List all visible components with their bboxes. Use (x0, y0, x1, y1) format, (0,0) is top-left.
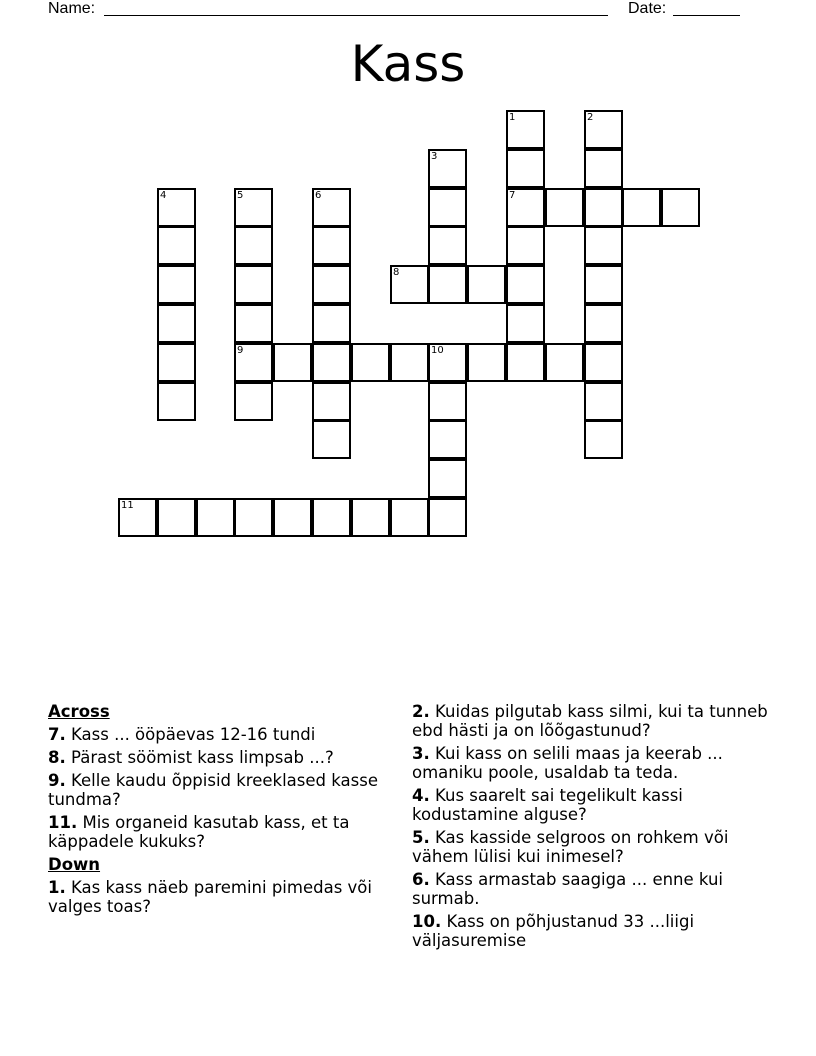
clue-down-3: 3. Kui kass on selili maas ja keerab ... omaniku poole, usaldab ta teda. (412, 744, 723, 782)
grid-cell[interactable] (622, 188, 661, 227)
down-heading: Down (48, 855, 101, 874)
grid-cell[interactable] (584, 304, 623, 343)
grid-cell[interactable] (506, 265, 545, 304)
clue-across-11: 11. Mis organeid kasutab kass, et ta käppadele kukuks? (48, 813, 350, 851)
clue-down-4: 4. Kus saarelt sai tegelikult kassi kodustamine alguse? (412, 786, 683, 824)
grid-cell[interactable] (390, 343, 429, 382)
grid-cell[interactable] (584, 188, 623, 227)
grid-cell[interactable] (506, 304, 545, 343)
grid-cell[interactable] (118, 498, 157, 537)
grid-cell[interactable] (273, 498, 312, 537)
cell-number: 11 (121, 500, 134, 511)
grid-cell[interactable] (661, 188, 700, 227)
clue-across-9: 9. Kelle kaudu õppisid kreeklased kasse tundma? (48, 771, 378, 809)
grid-cell[interactable] (196, 498, 235, 537)
grid-cell[interactable] (312, 382, 351, 421)
grid-cell[interactable] (351, 343, 390, 382)
grid-cell[interactable] (428, 382, 467, 421)
grid-cell[interactable] (157, 304, 196, 343)
grid-cell[interactable] (234, 188, 273, 227)
grid-cell[interactable] (428, 188, 467, 227)
cell-number: 2 (587, 112, 594, 123)
grid-cell[interactable] (157, 498, 196, 537)
grid-cell[interactable] (506, 188, 545, 227)
grid-cell[interactable] (312, 265, 351, 304)
grid-cell[interactable] (506, 343, 545, 382)
grid-cell[interactable] (157, 188, 196, 227)
cell-number: 1 (509, 112, 516, 123)
cell-number: 8 (393, 267, 400, 278)
grid-cell[interactable] (312, 188, 351, 227)
grid-cell[interactable] (545, 343, 584, 382)
grid-cell[interactable] (506, 149, 545, 188)
clue-down-5: 5. Kas kasside selgroos on rohkem või vähem lülisi kui inimesel? (412, 828, 729, 866)
grid-cell[interactable] (428, 459, 467, 498)
grid-cell[interactable] (312, 420, 351, 459)
grid-cell[interactable] (545, 188, 584, 227)
grid-cell[interactable] (584, 226, 623, 265)
cell-number: 3 (431, 151, 438, 162)
clue-across-8: 8. Pärast söömist kass limpsab ...? (48, 748, 334, 767)
grid-cell[interactable] (157, 226, 196, 265)
grid-cell[interactable] (312, 343, 351, 382)
grid-cell[interactable] (506, 110, 545, 149)
grid-cell[interactable] (157, 382, 196, 421)
grid-cell[interactable] (157, 265, 196, 304)
grid-cell[interactable] (584, 382, 623, 421)
grid-cell[interactable] (584, 265, 623, 304)
grid-cell[interactable] (428, 149, 467, 188)
grid-cell[interactable] (428, 226, 467, 265)
grid-cell[interactable] (351, 498, 390, 537)
grid-cell[interactable] (428, 498, 467, 537)
grid-cell[interactable] (428, 265, 467, 304)
across-heading: Across (48, 702, 110, 721)
cell-number: 6 (315, 190, 322, 201)
grid-cell[interactable] (584, 420, 623, 459)
grid-cell[interactable] (467, 343, 506, 382)
grid-cell[interactable] (506, 226, 545, 265)
grid-cell[interactable] (390, 498, 429, 537)
clues-right-column (412, 702, 772, 954)
grid-cell[interactable] (428, 343, 467, 382)
grid-cell[interactable] (312, 498, 351, 537)
clue-across-7: 7. Kass ... ööpäevas 12-16 tundi (48, 725, 316, 744)
clues-left-column (48, 702, 388, 920)
grid-cell[interactable] (312, 304, 351, 343)
clue-down-2: 2. Kuidas pilgutab kass silmi, kui ta tunneb ebd hästi ja on lõõgastunud? (412, 702, 768, 740)
grid-cell[interactable] (234, 343, 273, 382)
grid-cell[interactable] (234, 498, 273, 537)
cell-number: 10 (431, 345, 444, 356)
clue-down-1: 1. Kas kass näeb paremini pimedas või valges toas? (48, 878, 372, 916)
cell-number: 5 (237, 190, 244, 201)
page-title: Kass (350, 35, 466, 93)
grid-cell[interactable] (157, 343, 196, 382)
grid-cell[interactable] (584, 343, 623, 382)
grid-cell[interactable] (428, 420, 467, 459)
grid-cell[interactable] (234, 265, 273, 304)
grid-cell[interactable] (467, 265, 506, 304)
grid-cell[interactable] (234, 304, 273, 343)
grid-cell[interactable] (234, 226, 273, 265)
cell-number: 9 (237, 345, 244, 356)
cell-number: 7 (509, 190, 516, 201)
grid-cell[interactable] (234, 382, 273, 421)
clue-down-10: 10. Kass on põhjustanud 33 ...liigi väljasuremise (412, 912, 695, 950)
grid-cell[interactable] (584, 149, 623, 188)
cell-number: 4 (160, 190, 167, 201)
name-label: Name: (48, 0, 96, 17)
grid-cell[interactable] (273, 343, 312, 382)
grid-cell[interactable] (312, 226, 351, 265)
date-label: Date: (628, 0, 667, 17)
grid-cell[interactable] (584, 110, 623, 149)
clue-down-6: 6. Kass armastab saagiga ... enne kui surmab. (412, 870, 724, 908)
grid-cell[interactable] (390, 265, 429, 304)
